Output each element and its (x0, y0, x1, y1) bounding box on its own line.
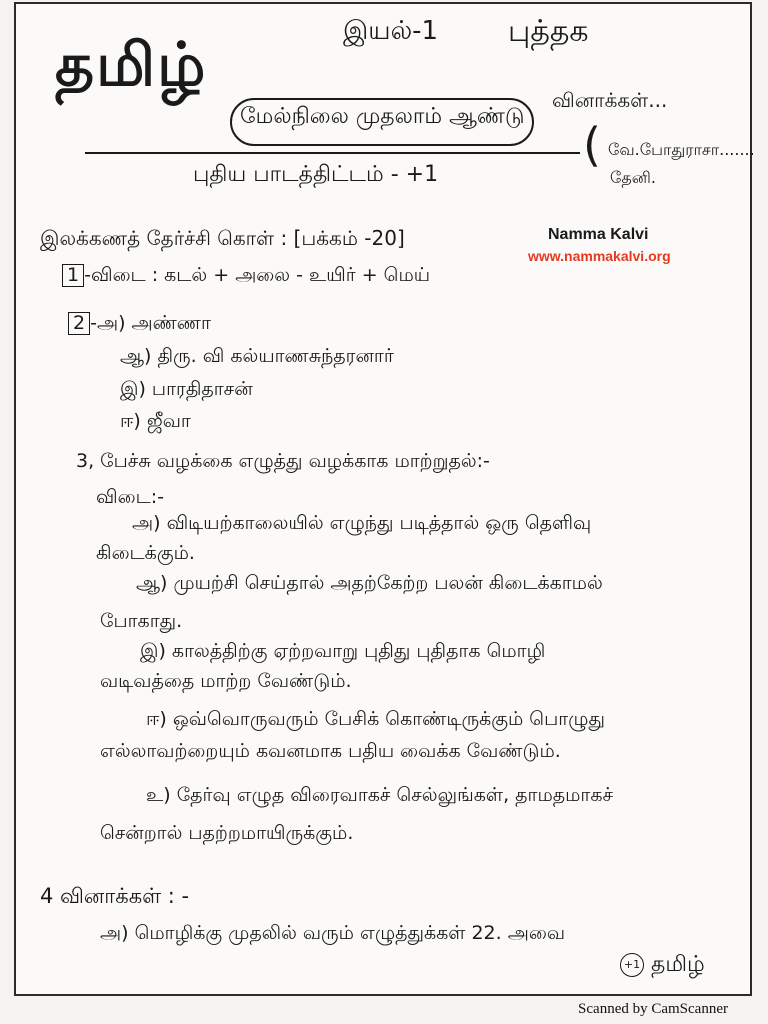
question-2 (68, 312, 211, 337)
answer-line-1: அ) விடியற்காலையில் எழுந்து படித்தால் ஒரு தெளிவு (132, 512, 592, 534)
question-1-number: 1 (62, 264, 84, 287)
brand-name: Namma Kalvi (548, 226, 649, 243)
answer-line-10: சென்றால் பதற்றமாயிருக்கும். (100, 822, 354, 844)
book-label: புத்தக (508, 14, 589, 49)
scanner-footer: Scanned by CamScanner (578, 1001, 728, 1017)
page-seal (620, 952, 705, 980)
answer-line-8: எல்லாவற்றையும் கவனமாக பதிய வைக்க வேண்டும். (100, 740, 561, 762)
header-underline (85, 152, 580, 154)
answer-line-7: ஈ) ஒவ்வொருவரும் பேசிக் கொண்டிருக்கும் பொழுது (146, 708, 605, 730)
question-2-number: 2 (68, 312, 90, 335)
question-3-answer-label: விடை:- (96, 486, 164, 508)
question-2-item-c: இ) பாரதிதாசன் (120, 378, 253, 400)
answer-line-2: கிடைக்கும். (96, 542, 195, 564)
seal-word: தமிழ் (651, 952, 705, 977)
bracket-mark: ( (583, 118, 601, 172)
answer-line-5: இ) காலத்திற்கு ஏற்றவாறு புதிது புதிதாக மொழி (140, 640, 546, 662)
seal-circle-mark: +1 (620, 953, 644, 977)
author-place: தேனி. (610, 168, 657, 187)
question-4-line-1: அ) மொழிக்கு முதலில் வரும் எழுத்துக்கள் 22. அவை (100, 922, 565, 944)
answer-line-3: ஆ) முயற்சி செய்தால் அதற்கேற்ற பலன் கிடைக்காமல் (136, 572, 603, 594)
logo-tamil: தமிழ் (55, 30, 208, 100)
question-3-heading: 3, பேச்சு வழக்கை எழுத்து வழக்காக மாற்றுதல்:- (76, 450, 490, 472)
answers-label: வினாக்கள்... (552, 88, 668, 112)
syllabus-label: புதிய பாடத்திட்டம் - +1 (193, 162, 439, 187)
question-1 (62, 264, 430, 289)
question-4-heading: 4 வினாக்கள் : - (40, 884, 190, 908)
question-1-text: -விடை : கடல் + அலை - உயிர் + மெய் (84, 264, 431, 286)
answer-line-9: உ) தேர்வு எழுத விரைவாகச் செல்லுங்கள், தாமதமாகச் (146, 784, 614, 806)
author-name: வே.போதுராசா....... (608, 140, 755, 159)
question-2-item-a: -அ) அண்ணா (90, 312, 211, 334)
brand-url[interactable]: www.nammakalvi.org (528, 248, 671, 264)
question-2-item-b: ஆ) திரு. வி கல்யாணசுந்தரனார் (120, 345, 394, 367)
question-2-item-d: ஈ) ஜீவா (120, 410, 191, 432)
answer-line-6: வடிவத்தை மாற்ற வேண்டும். (100, 670, 352, 692)
answer-line-4: போகாது. (100, 610, 183, 632)
section-title: இலக்கணத் தேர்ச்சி கொள் : [பக்கம் -20] (40, 226, 405, 250)
subtitle-label: மேல்நிலை முதலாம் ஆண்டு (240, 104, 525, 129)
level-label: இயல்-1 (343, 16, 439, 46)
